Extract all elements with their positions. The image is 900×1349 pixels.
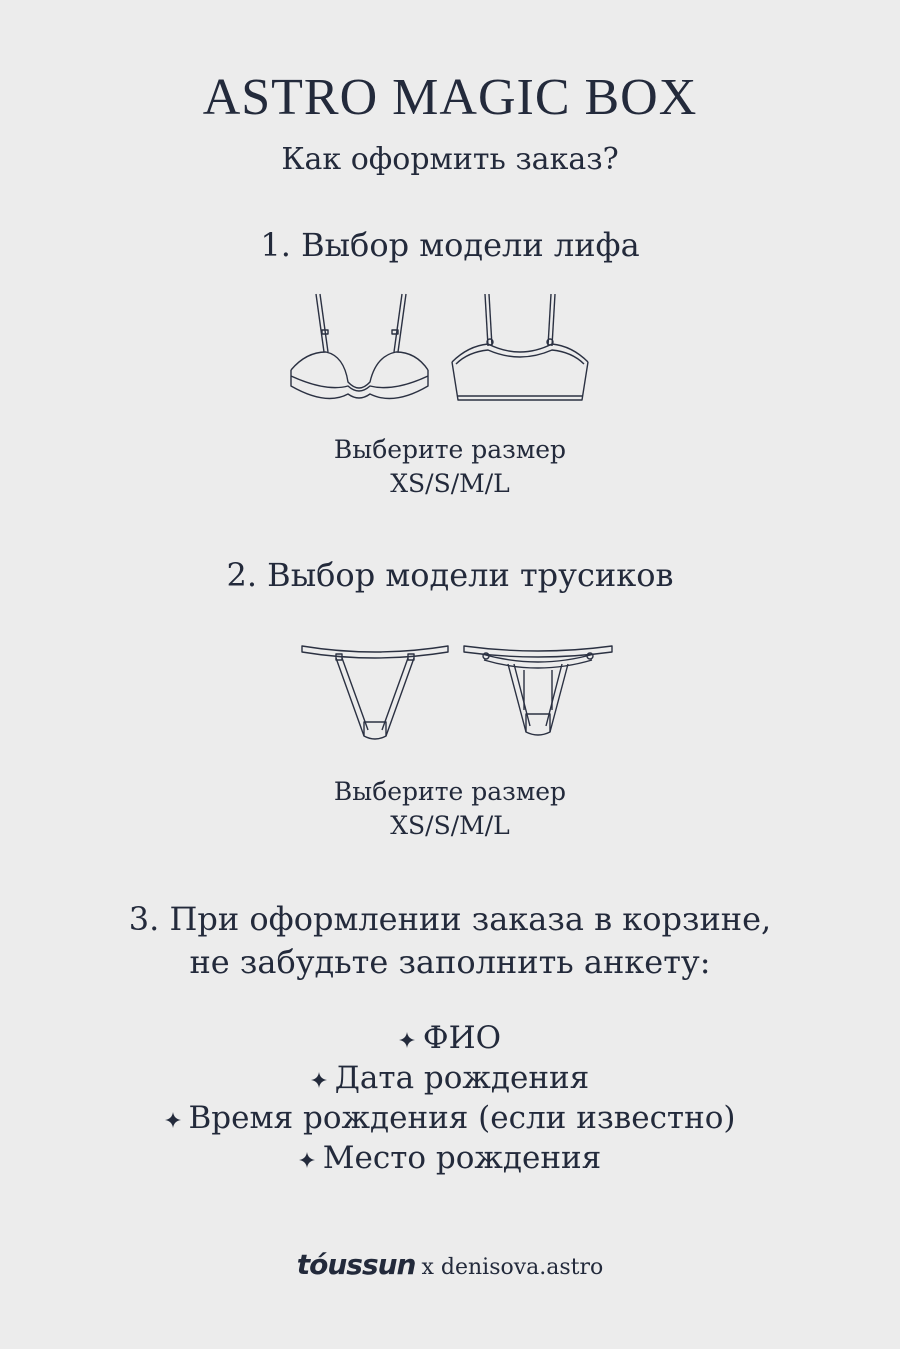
list-item-text: ФИО [422, 1020, 502, 1056]
step3-line2: не забудьте заполнить анкету: [189, 943, 711, 981]
step3-line1: 3. При оформлении заказа в корзине, [128, 900, 772, 938]
list-item [0, 1018, 900, 1058]
underwire-bra-icon [286, 290, 432, 408]
step1-heading: 1. Выбор модели лифа [260, 226, 640, 264]
step2-sizes: XS/S/M/L [390, 811, 510, 840]
four-point-star-icon [311, 1072, 327, 1088]
step1-sizes: XS/S/M/L [390, 469, 510, 498]
bralette-icon [448, 290, 592, 408]
step2-size-label: Выберите размер [333, 777, 567, 806]
list-item [0, 1098, 900, 1138]
step1-size-label: Выберите размер [333, 435, 567, 464]
four-point-star-icon [165, 1112, 181, 1128]
footer-partner: x denisova.astro [421, 1255, 604, 1280]
list-item-text: Время рождения (если известно) [188, 1100, 736, 1136]
list-item-text: Место рождения [322, 1140, 602, 1176]
list-item [0, 1138, 900, 1178]
list-item [0, 1058, 900, 1098]
questionnaire-list [0, 1018, 900, 1178]
page-subtitle: Как оформить заказ? [281, 142, 619, 177]
footer [0, 1248, 900, 1281]
four-point-star-icon [299, 1152, 315, 1168]
list-item-text: Дата рождения [334, 1060, 590, 1096]
four-point-star-icon [399, 1032, 415, 1048]
strappy-thong-icon [462, 640, 614, 740]
page-title: ASTRO MAGIC BOX [202, 69, 698, 126]
brand-logo: tóussun [296, 1248, 416, 1281]
step2-heading: 2. Выбор модели трусиков [226, 556, 674, 594]
string-thong-icon [300, 640, 450, 746]
